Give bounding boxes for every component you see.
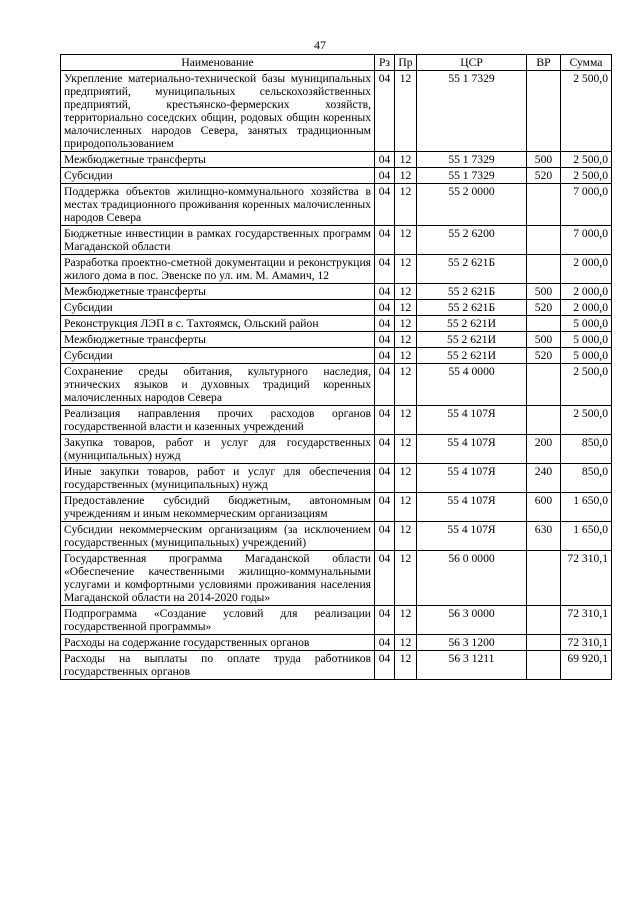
cell-name: Межбюджетные трансферты [61, 284, 375, 300]
table-row [61, 606, 612, 635]
cell-vr [527, 226, 561, 255]
cell-rz: 04 [375, 464, 395, 493]
cell-pr: 12 [395, 435, 417, 464]
cell-sum: 7 000,0 [561, 184, 612, 226]
cell-vr [527, 651, 561, 680]
cell-vr [527, 606, 561, 635]
cell-rz: 04 [375, 551, 395, 606]
cell-csr: 56 3 0000 [417, 606, 527, 635]
cell-name: Иные закупки товаров, работ и услуг для обеспечения государственных (муниципальных) нужд [61, 464, 375, 493]
cell-vr: 500 [527, 152, 561, 168]
cell-sum: 2 500,0 [561, 71, 612, 152]
cell-pr: 12 [395, 168, 417, 184]
cell-sum: 2 500,0 [561, 364, 612, 406]
cell-vr [527, 255, 561, 284]
cell-csr: 55 2 0000 [417, 184, 527, 226]
cell-sum: 5 000,0 [561, 348, 612, 364]
cell-csr: 55 1 7329 [417, 168, 527, 184]
cell-csr: 55 2 6200 [417, 226, 527, 255]
cell-rz: 04 [375, 606, 395, 635]
cell-pr: 12 [395, 152, 417, 168]
table-row [61, 316, 612, 332]
cell-csr: 55 2 621Б [417, 284, 527, 300]
table-header-row [61, 55, 612, 71]
cell-vr: 520 [527, 348, 561, 364]
cell-rz: 04 [375, 284, 395, 300]
cell-name: Разработка проектно-сметной документации и реконструкция жилого дома в пос. Эвенске по ул. им. М. Амамич, 12 [61, 255, 375, 284]
cell-name: Расходы на содержание государственных органов [61, 635, 375, 651]
cell-pr: 12 [395, 300, 417, 316]
cell-csr: 56 0 0000 [417, 551, 527, 606]
table-row [61, 300, 612, 316]
cell-csr: 55 4 107Я [417, 522, 527, 551]
cell-sum: 2 000,0 [561, 284, 612, 300]
table-row [61, 364, 612, 406]
cell-pr: 12 [395, 606, 417, 635]
cell-rz: 04 [375, 651, 395, 680]
cell-rz: 04 [375, 493, 395, 522]
cell-vr [527, 364, 561, 406]
cell-rz: 04 [375, 522, 395, 551]
cell-rz: 04 [375, 152, 395, 168]
cell-sum: 1 650,0 [561, 522, 612, 551]
table-row [61, 522, 612, 551]
cell-name: Межбюджетные трансферты [61, 152, 375, 168]
cell-csr: 56 3 1211 [417, 651, 527, 680]
table-row [61, 226, 612, 255]
cell-sum: 2 000,0 [561, 300, 612, 316]
cell-vr [527, 635, 561, 651]
cell-vr: 200 [527, 435, 561, 464]
cell-pr: 12 [395, 71, 417, 152]
cell-pr: 12 [395, 364, 417, 406]
cell-name: Поддержка объектов жилищно-коммунального хозяйства в местах традиционного проживания коренных малочисленных народов Севера [61, 184, 375, 226]
cell-rz: 04 [375, 226, 395, 255]
cell-pr: 12 [395, 316, 417, 332]
cell-rz: 04 [375, 332, 395, 348]
cell-pr: 12 [395, 184, 417, 226]
cell-name: Бюджетные инвестиции в рамках государственных программ Магаданской области [61, 226, 375, 255]
cell-vr: 520 [527, 168, 561, 184]
table-row [61, 435, 612, 464]
cell-sum: 72 310,1 [561, 551, 612, 606]
cell-vr [527, 184, 561, 226]
cell-pr: 12 [395, 522, 417, 551]
cell-rz: 04 [375, 184, 395, 226]
header-name: Наименование [61, 55, 375, 71]
cell-pr: 12 [395, 284, 417, 300]
cell-csr: 55 2 621И [417, 348, 527, 364]
cell-name: Укрепление материально-технической базы муниципальных предприятий, муниципальных сельскохозяйственных предприятий, крестьянско-фермерских хозяйств, территориально соседских общин, родовых общин коренных малочисленных народов Севера, занятых традиционным природопользованием [61, 71, 375, 152]
cell-pr: 12 [395, 551, 417, 606]
cell-csr: 55 2 621И [417, 332, 527, 348]
cell-name: Субсидии некоммерческим организациям (за исключением государственных (муниципальных) учреждений) [61, 522, 375, 551]
table-row [61, 184, 612, 226]
cell-pr: 12 [395, 464, 417, 493]
cell-rz: 04 [375, 435, 395, 464]
cell-pr: 12 [395, 226, 417, 255]
table-row [61, 493, 612, 522]
cell-csr: 55 2 621Б [417, 255, 527, 284]
cell-sum: 7 000,0 [561, 226, 612, 255]
cell-sum: 69 920,1 [561, 651, 612, 680]
cell-pr: 12 [395, 348, 417, 364]
cell-rz: 04 [375, 348, 395, 364]
cell-vr: 520 [527, 300, 561, 316]
cell-csr: 55 1 7329 [417, 152, 527, 168]
cell-vr: 600 [527, 493, 561, 522]
cell-csr: 55 4 107Я [417, 464, 527, 493]
cell-pr: 12 [395, 255, 417, 284]
cell-csr: 55 4 0000 [417, 364, 527, 406]
header-rz: Рз [375, 55, 395, 71]
table-row [61, 284, 612, 300]
table-row [61, 255, 612, 284]
header-pr: Пр [395, 55, 417, 71]
cell-vr [527, 551, 561, 606]
cell-sum: 5 000,0 [561, 316, 612, 332]
cell-sum: 72 310,1 [561, 606, 612, 635]
page-number: 47 [314, 38, 326, 52]
table-row [61, 348, 612, 364]
cell-csr: 55 2 621И [417, 316, 527, 332]
header-vr: ВР [527, 55, 561, 71]
table-row [61, 551, 612, 606]
cell-rz: 04 [375, 300, 395, 316]
cell-name: Межбюджетные трансферты [61, 332, 375, 348]
cell-sum: 2 500,0 [561, 152, 612, 168]
cell-name: Закупка товаров, работ и услуг для государственных (муниципальных) нужд [61, 435, 375, 464]
cell-vr [527, 406, 561, 435]
cell-name: Субсидии [61, 300, 375, 316]
cell-rz: 04 [375, 635, 395, 651]
cell-sum: 5 000,0 [561, 332, 612, 348]
cell-pr: 12 [395, 635, 417, 651]
header-csr: ЦСР [417, 55, 527, 71]
cell-name: Государственная программа Магаданской области «Обеспечение качественными жилищно-коммунальными услугами и комфортными условиями проживания населения Магаданской области на 2014-2020 годы» [61, 551, 375, 606]
cell-vr [527, 316, 561, 332]
cell-name: Субсидии [61, 168, 375, 184]
table-row [61, 406, 612, 435]
cell-name: Предоставление субсидий бюджетным, автономным учреждениям и иным некоммерческим организациям [61, 493, 375, 522]
cell-csr: 55 2 621Б [417, 300, 527, 316]
cell-csr: 55 4 107Я [417, 406, 527, 435]
cell-sum: 2 500,0 [561, 406, 612, 435]
cell-rz: 04 [375, 255, 395, 284]
budget-table [60, 54, 612, 680]
table-row [61, 651, 612, 680]
cell-csr: 55 1 7329 [417, 71, 527, 152]
cell-rz: 04 [375, 168, 395, 184]
cell-vr: 500 [527, 284, 561, 300]
cell-sum: 2 500,0 [561, 168, 612, 184]
cell-name: Сохранение среды обитания, культурного наследия, этнических языков и духовных традиций коренных малочисленных народов Севера [61, 364, 375, 406]
table-row [61, 332, 612, 348]
cell-vr [527, 71, 561, 152]
cell-vr: 500 [527, 332, 561, 348]
cell-name: Субсидии [61, 348, 375, 364]
cell-csr: 56 3 1200 [417, 635, 527, 651]
cell-csr: 55 4 107Я [417, 493, 527, 522]
cell-name: Реконструкция ЛЭП в с. Тахтоямск, Ольский район [61, 316, 375, 332]
cell-name: Расходы на выплаты по оплате труда работников государственных органов [61, 651, 375, 680]
cell-rz: 04 [375, 364, 395, 406]
cell-pr: 12 [395, 406, 417, 435]
cell-rz: 04 [375, 406, 395, 435]
cell-pr: 12 [395, 651, 417, 680]
cell-vr: 240 [527, 464, 561, 493]
cell-rz: 04 [375, 316, 395, 332]
cell-csr: 55 4 107Я [417, 435, 527, 464]
cell-sum: 2 000,0 [561, 255, 612, 284]
cell-pr: 12 [395, 332, 417, 348]
cell-sum: 72 310,1 [561, 635, 612, 651]
cell-name: Подпрограмма «Создание условий для реализации государственной программы» [61, 606, 375, 635]
cell-sum: 850,0 [561, 435, 612, 464]
cell-rz: 04 [375, 71, 395, 152]
cell-vr: 630 [527, 522, 561, 551]
cell-sum: 1 650,0 [561, 493, 612, 522]
table-row [61, 464, 612, 493]
table-row [61, 152, 612, 168]
table-row [61, 168, 612, 184]
table-row [61, 635, 612, 651]
cell-sum: 850,0 [561, 464, 612, 493]
cell-pr: 12 [395, 493, 417, 522]
cell-name: Реализация направления прочих расходов органов государственной власти и казенных учреждений [61, 406, 375, 435]
table-row [61, 71, 612, 152]
header-sum: Сумма [561, 55, 612, 71]
